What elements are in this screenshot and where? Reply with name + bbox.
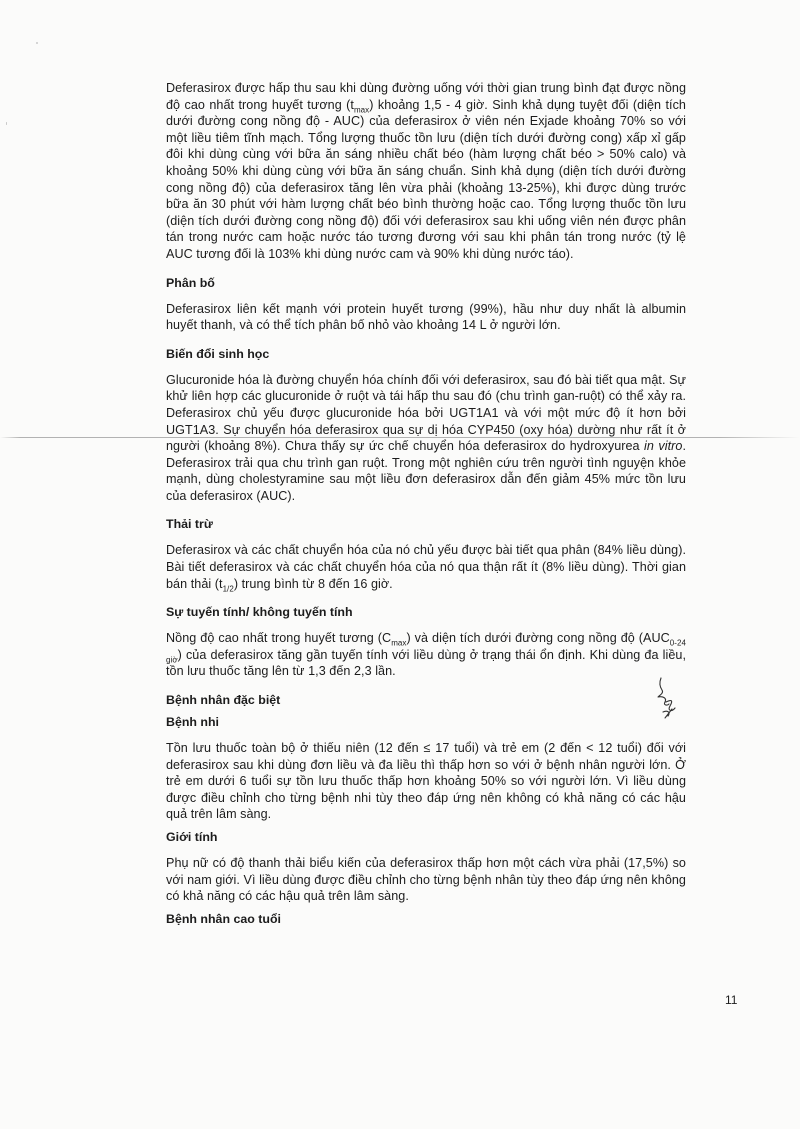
gender-heading: Giới tính [166, 830, 218, 844]
half-life-subscript: 1/2 [222, 584, 234, 594]
document-body [166, 80, 686, 927]
auc-subscript: 0-24 giờ [166, 638, 686, 665]
special-populations-heading: Bệnh nhân đặc biệt [166, 693, 281, 708]
page-number: 11 [725, 993, 738, 1007]
scan-speck [6, 122, 7, 125]
tmax-subscript: max [353, 105, 370, 115]
metabolism-text-1: Glucuronide hóa là đường chuyển hóa chính đối với deferasirox, sau đó bài tiết qua mật. Sự khử liên hợp các glucuronide ở ruột và tái hấp thu sau đó (chu trình gan-ruột) có thể xảy ra. Deferasirox chủ yếu được glucuronide hóa bởi UGT1A1 và với một mức độ ít hơn bởi UGT1A3. Sự chuyển hóa deferasirox qua sự dị hóa CYP450 (oxy hóa) dường như rất ít ở người (khoảng 8%). Chưa thấy sự ức chế chuyển hóa deferasirox do hydroxyurea [166, 372, 686, 454]
metabolism-text-2: . Deferasirox trải qua chu trình gan ruột. Trong một nghiên cứu trên người tình nguyện khỏe mạnh, dùng cholestyramine sau một liều đơn deferasirox dẫn đến giảm 45% mức tồn lưu của deferasirox (AUC). [166, 439, 686, 503]
elimination-heading: Thải trừ [166, 517, 213, 532]
distribution-paragraph: Deferasirox liên kết mạnh với protein huyết tương (99%), hầu như duy nhất là albumin huyết thanh, và có thể tích phân bố nhỏ vào khoảng 14 L ở người lớn. [166, 301, 686, 333]
absorption-text-1: Deferasirox được hấp thu sau khi dùng đường uống với thời gian trung bình đạt được nồng độ cao nhất trong huyết tương (t [166, 81, 686, 112]
linearity-heading: Sự tuyến tính/ không tuyến tính [166, 605, 353, 620]
elimination-text-1: Deferasirox và các chất chuyển hóa của nó chủ yếu được bài tiết qua phân (84% liều dùng). Bài tiết deferasirox và các chất chuyển hóa của nó qua thận rất ít (8% liều dùng). Thời gian bán thải (t [166, 543, 686, 591]
pediatric-paragraph: Tồn lưu thuốc toàn bộ ở thiếu niên (12 đến ≤ 17 tuổi) và trẻ em (2 đến < 12 tuổi) đối với deferasirox sau khi dùng đơn liều và đa liều thì thấp hơn so với ở bệnh nhân người lớn. Ở trẻ em dưới 6 tuổi sự tồn lưu thuốc thấp hơn khoảng 50% so với người lớn. Vì liều dùng được điều chỉnh cho từng bệnh nhi tùy theo đáp ứng nên không có khả năng có các hậu quả trên lâm sàng. [166, 741, 686, 822]
absorption-paragraph [166, 80, 686, 263]
absorption-text-2: ) khoảng 1,5 - 4 giờ. Sinh khả dụng tuyệt đối (diện tích dưới đường cong nồng độ - AUC) của deferasirox ở viên nén Exjade khoảng 70% so với một liều tiêm tĩnh mạch. Tổng lượng thuốc tồn lưu (diện tích dưới đường cong) xấp xỉ gấp đôi khi dùng cùng với bữa ăn sáng nhiều chất béo (hàm lượng chất béo > 50% calo) và khoảng 50% khi dùng cùng với bữa ăn sáng chuẩn. Sinh khả dụng (diện tích dưới đường cong nồng độ) của deferasirox tăng lên vừa phải (khoảng 13-25%), khi được dùng trước bữa ăn 30 phút với hàm lượng chất béo bình thường hoặc cao. Tổng lượng thuốc tồn lưu (diện tích dưới đường cong nồng độ) đối với deferasirox sau khi uống viên nén được phân tán trong nước cam hoặc nước táo tương đương với sau khi phân tán trong nước (tỷ lệ AUC tương đối là 103% khi dùng nước cam và 90% khi dùng nước táo). [166, 97, 686, 261]
gender-paragraph: Phụ nữ có độ thanh thải biểu kiến của deferasirox thấp hơn một cách vừa phải (17,5%) so với nam giới. Vì liều dùng được điều chỉnh cho từng bệnh nhân tùy theo đáp ứng nên không có khả năng có các hậu quả trên lâm sàng. [166, 856, 686, 904]
metabolism-heading: Biến đổi sinh học [166, 346, 270, 361]
linearity-text-1: Nồng độ cao nhất trong huyết tương (C [166, 631, 392, 646]
distribution-heading: Phân bố [166, 275, 215, 290]
in-vitro-italic: in vitro [644, 439, 683, 454]
linearity-text-2: ) và diện tích dưới đường cong nồng độ (AUC [406, 631, 670, 646]
pediatric-heading: Bệnh nhi [166, 715, 219, 730]
elimination-text-2: ) trung bình từ 8 đến 16 giờ. [233, 576, 393, 591]
elderly-heading: Bệnh nhân cao tuổi [166, 911, 281, 926]
cmax-subscript: max [391, 638, 407, 648]
linearity-paragraph [166, 630, 686, 680]
linearity-text-3: ) của deferasirox tăng gần tuyến tính với liều dùng ở trạng thái ổn định. Khi dùng đa liều, tồn lưu thuốc tăng lên từ 1,3 đến 2,3 lần. [166, 647, 686, 679]
handwritten-initials [648, 676, 688, 722]
metabolism-paragraph [166, 372, 686, 505]
scan-speck [36, 42, 38, 44]
elimination-paragraph [166, 542, 686, 592]
